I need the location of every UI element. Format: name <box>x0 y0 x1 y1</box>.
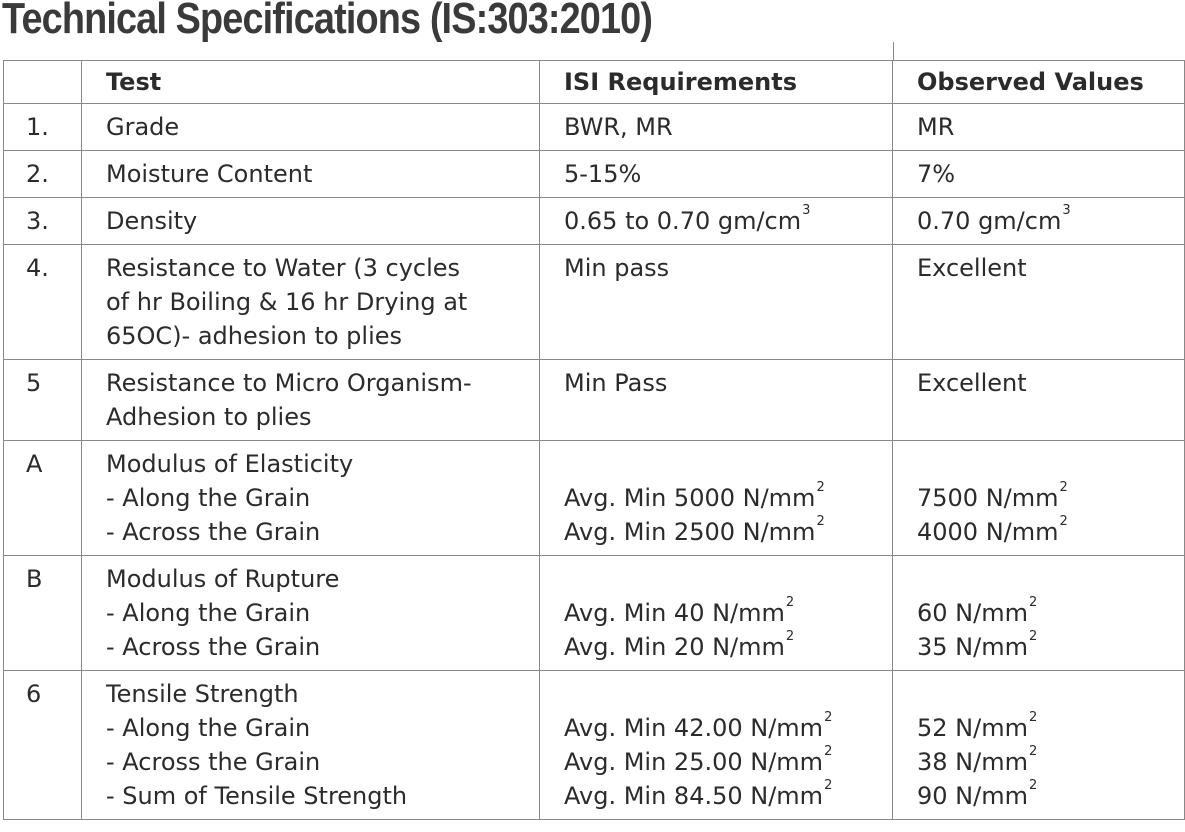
isi-line: Avg. Min 20 $N/mm^2$ <box>564 629 795 661</box>
specifications-table <box>3 60 1185 820</box>
page-title: Technical Specifications (IS:303:2010) <box>2 0 653 43</box>
superscript: 2 <box>1059 514 1068 529</box>
superscript: 2 <box>1028 595 1038 610</box>
isi-cell: BWR, MR <box>540 104 893 151</box>
test-line: Modulus of Elasticity <box>106 450 354 478</box>
column-tick-mark <box>893 42 894 60</box>
header-observed: Observed Values <box>893 61 1185 104</box>
test-line: Tensile Strength <box>106 680 299 708</box>
test-cell <box>82 671 540 820</box>
isi-line: Avg. Min 84.50 $N/mm^2$ <box>564 778 833 810</box>
test-line: Adhesion to plies <box>106 403 312 431</box>
observed-line: 38 $N/mm^2$ <box>917 744 1038 776</box>
isi-line: Avg. Min 25.00 $N/mm^2$ <box>564 744 833 776</box>
superscript: 2 <box>1059 480 1068 495</box>
test-cell <box>82 441 540 556</box>
superscript: 2 <box>1028 778 1038 793</box>
superscript: 2 <box>816 514 825 529</box>
observed-line: 52 $N/mm^2$ <box>917 710 1038 742</box>
table-header-row <box>4 61 1185 104</box>
isi-cell <box>540 671 893 820</box>
superscript: 2 <box>785 629 795 644</box>
table-row <box>4 556 1185 671</box>
table-row <box>4 245 1185 360</box>
row-number: 6 <box>4 671 82 820</box>
isi-line: Avg. Min 2500 $N/mm^2$ <box>564 514 825 546</box>
test-line: Modulus of Rupture <box>106 565 340 593</box>
test-line: of hr Boiling & 16 hr Drying at <box>106 288 468 316</box>
superscript: 2 <box>1028 629 1038 644</box>
superscript: 2 <box>816 480 825 495</box>
header-isi: ISI Requirements <box>540 61 893 104</box>
superscript: 3 <box>1062 203 1071 218</box>
isi-cell: 5-15% <box>540 151 893 198</box>
observed-cell <box>893 556 1185 671</box>
superscript: 2 <box>785 595 795 610</box>
observed-cell: MR <box>893 104 1185 151</box>
isi-line: Avg. Min 40 $N/mm^2$ <box>564 595 795 627</box>
observed-cell: Excellent <box>893 360 1185 441</box>
superscript: 2 <box>824 710 833 725</box>
observed-cell: Excellent <box>893 245 1185 360</box>
test-cell: Moisture Content <box>82 151 540 198</box>
superscript: 2 <box>1028 744 1038 759</box>
test-cell <box>82 556 540 671</box>
observed-line: 7500 $N/mm^2$ <box>917 480 1068 512</box>
observed-line: 90 $N/mm^2$ <box>917 778 1038 810</box>
row-number: 3. <box>4 198 82 245</box>
row-number: 4. <box>4 245 82 360</box>
header-test: Test <box>82 61 540 104</box>
row-number: 5 <box>4 360 82 441</box>
row-number: A <box>4 441 82 556</box>
table-row <box>4 104 1185 151</box>
observed-cell <box>893 441 1185 556</box>
test-cell: Density <box>82 198 540 245</box>
table-row <box>4 151 1185 198</box>
isi-cell: Min Pass <box>540 360 893 441</box>
isi-cell <box>540 198 893 245</box>
isi-value: 0.65 to 0.70 gm/cm <box>564 207 802 235</box>
test-cell <box>82 245 540 360</box>
superscript: 2 <box>1028 710 1038 725</box>
isi-cell <box>540 441 893 556</box>
observed-value: 0.70 gm/cm <box>917 207 1062 235</box>
test-line: Resistance to Water (3 cycles <box>106 254 461 282</box>
isi-line: Avg. Min 5000 $N/mm^2$ <box>564 480 825 512</box>
table-row <box>4 360 1185 441</box>
test-line: 65OC)- adhesion to plies <box>106 322 403 350</box>
observed-cell <box>893 671 1185 820</box>
table-row <box>4 671 1185 820</box>
observed-line: 35 $N/mm^2$ <box>917 629 1038 661</box>
test-line: - Along the Grain <box>106 714 311 742</box>
test-cell: Grade <box>82 104 540 151</box>
row-number: 1. <box>4 104 82 151</box>
test-line: - Across the Grain <box>106 518 321 546</box>
table-row <box>4 441 1185 556</box>
row-number: 2. <box>4 151 82 198</box>
isi-cell: Min pass <box>540 245 893 360</box>
test-line: - Sum of Tensile Strength <box>106 782 408 810</box>
header-no <box>4 61 82 104</box>
isi-line: Avg. Min 42.00 $N/mm^2$ <box>564 710 833 742</box>
test-line: - Across the Grain <box>106 748 321 776</box>
observed-cell <box>893 198 1185 245</box>
superscript: 2 <box>824 778 833 793</box>
isi-cell <box>540 556 893 671</box>
test-cell <box>82 360 540 441</box>
superscript: 2 <box>824 744 833 759</box>
observed-line: 4000 $N/mm^2$ <box>917 514 1068 546</box>
row-number: B <box>4 556 82 671</box>
observed-line: 60 $N/mm^2$ <box>917 595 1038 627</box>
test-line: - Along the Grain <box>106 599 311 627</box>
test-line: Resistance to Micro Organism- <box>106 369 472 397</box>
observed-cell: 7% <box>893 151 1185 198</box>
test-line: - Along the Grain <box>106 484 311 512</box>
test-line: - Across the Grain <box>106 633 321 661</box>
table-row <box>4 198 1185 245</box>
superscript: 3 <box>802 203 811 218</box>
